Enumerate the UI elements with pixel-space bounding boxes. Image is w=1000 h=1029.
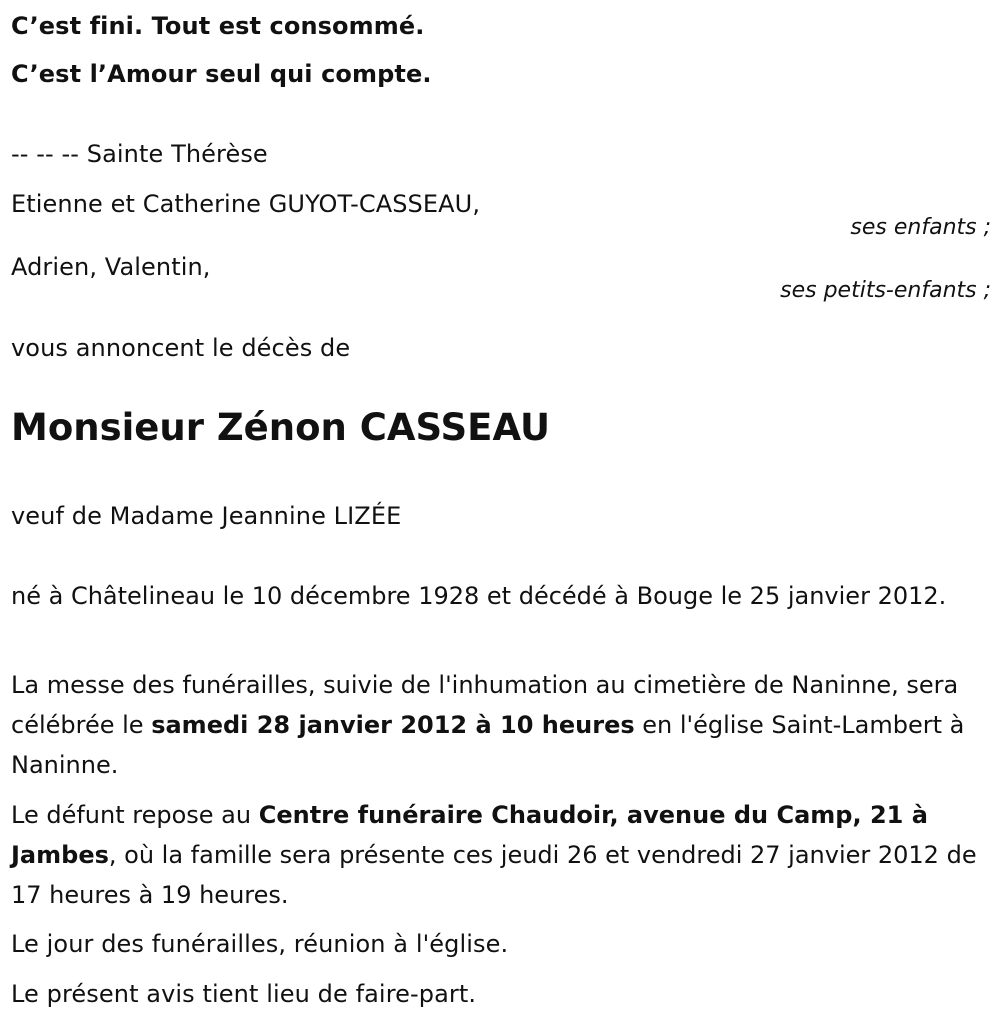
spouse-line: veuf de Madame Jeannine LIZÉE bbox=[11, 502, 402, 530]
family-children-relation: ses enfants ; bbox=[850, 215, 991, 240]
funeral-mass-text-end: en l'église Saint-Lambert à Naninne. bbox=[11, 711, 965, 779]
repose-text-start: Le défunt repose au bbox=[11, 801, 259, 829]
gathering-line: Le jour des funérailles, réunion à l'église. bbox=[11, 930, 509, 958]
repose-paragraph bbox=[11, 795, 996, 915]
family-children-names: Etienne et Catherine GUYOT-CASSEAU, bbox=[11, 190, 481, 218]
notice-line: Le présent avis tient lieu de faire-part. bbox=[11, 980, 477, 1008]
birth-death-paragraph: né à Châtelineau le 10 décembre 1928 et décédé à Bouge le 25 janvier 2012. bbox=[11, 582, 947, 610]
epigraph-line-2: C’est l’Amour seul qui compte. bbox=[11, 60, 432, 88]
family-grandchildren-names: Adrien, Valentin, bbox=[11, 253, 211, 281]
deceased-name: Monsieur Zénon CASSEAU bbox=[11, 406, 550, 449]
funeral-mass-text-start: La messe des funérailles, suivie de l'inhumation au cimetière de Naninne, sera célébrée le bbox=[11, 671, 959, 739]
epigraph-line-1: C’est fini. Tout est consommé. bbox=[11, 12, 425, 40]
repose-text-end: , où la famille sera présente ces jeudi 26 et vendredi 27 janvier 2012 de 17 heures à 19 heures. bbox=[11, 841, 977, 909]
epigraph-attribution: -- -- -- Sainte Thérèse bbox=[11, 140, 268, 168]
announcement-text: vous annoncent le décès de bbox=[11, 334, 351, 362]
family-grandchildren-relation: ses petits-enfants ; bbox=[780, 278, 991, 303]
funeral-mass-datetime: samedi 28 janvier 2012 à 10 heures bbox=[151, 711, 635, 739]
repose-location: Centre funéraire Chaudoir, avenue du Camp, 21 à Jambes bbox=[11, 801, 928, 869]
funeral-mass-paragraph bbox=[11, 665, 996, 785]
